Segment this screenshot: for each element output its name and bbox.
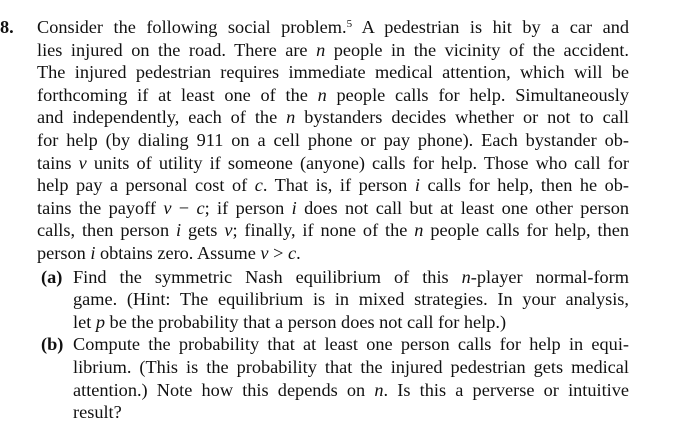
statement-line-4: forthcoming if at least one of the n people calls for help. Simultaneously bbox=[37, 84, 629, 105]
statement-line-6: for help (by dialing 911 on a cell phone or pay phone). Each bystander ob- bbox=[37, 129, 629, 150]
part-a-label: (a) bbox=[41, 266, 63, 287]
part-b-label: (b) bbox=[41, 334, 64, 355]
statement-line-2: lies injured on the road. There are n people in the vicinity of the accident. bbox=[37, 39, 629, 60]
part-b-line-1: Compute the probability that at least one person calls for help in equi- bbox=[73, 334, 629, 355]
statement-line-1-end: A pedestrian is hit by a car and bbox=[352, 17, 629, 37]
part-a-line-1: Find the symmetric Nash equilibrium of this n-player normal-form bbox=[73, 266, 629, 287]
statement-line-1 bbox=[37, 16, 629, 39]
statement-line-10: calls, then person i gets v; finally, if none of the n people calls for help, then bbox=[37, 220, 629, 241]
part-a-line-3: let p be the probability that a person does not call for help.) bbox=[73, 311, 507, 332]
part-a bbox=[37, 266, 629, 334]
statement-line-9: tains the payoff v − c; if person i does not call but at least one other person bbox=[37, 197, 629, 218]
problem-statement bbox=[37, 16, 629, 265]
statement-line-8: help pay a personal cost of c. That is, if person i calls for help, then he ob- bbox=[37, 175, 629, 196]
footnote-marker: 5 bbox=[346, 18, 353, 30]
part-b-line-3: attention.) Note how this depends on n. Is this a perverse or intuitive bbox=[73, 379, 630, 400]
part-a-line-2: game. (Hint: The equilibrium is in mixed strategies. In your analysis, bbox=[73, 289, 629, 310]
part-b-line-2: librium. (This is the probability that the injured pedestrian gets medical bbox=[73, 356, 629, 377]
statement-line-5: and independently, each of the n bystanders decides whether or not to call bbox=[37, 107, 629, 128]
statement-line-3: The injured pedestrian requires immediate medical attention, which will be bbox=[37, 62, 629, 83]
statement-line-1-start: Consider the following social problem. bbox=[37, 17, 347, 37]
part-b-line-4: result? bbox=[73, 402, 122, 423]
statement-line-7: tains v units of utility if someone (anyone) calls for help. Those who call for bbox=[37, 152, 629, 173]
part-a-body bbox=[73, 266, 629, 334]
problem-number: 8. bbox=[0, 17, 14, 37]
part-b-body bbox=[73, 333, 629, 423]
part-b bbox=[37, 333, 629, 423]
statement-line-11: person i obtains zero. Assume v > c. bbox=[37, 242, 301, 263]
problem-8 bbox=[0, 16, 630, 424]
problem-parts bbox=[37, 266, 629, 424]
